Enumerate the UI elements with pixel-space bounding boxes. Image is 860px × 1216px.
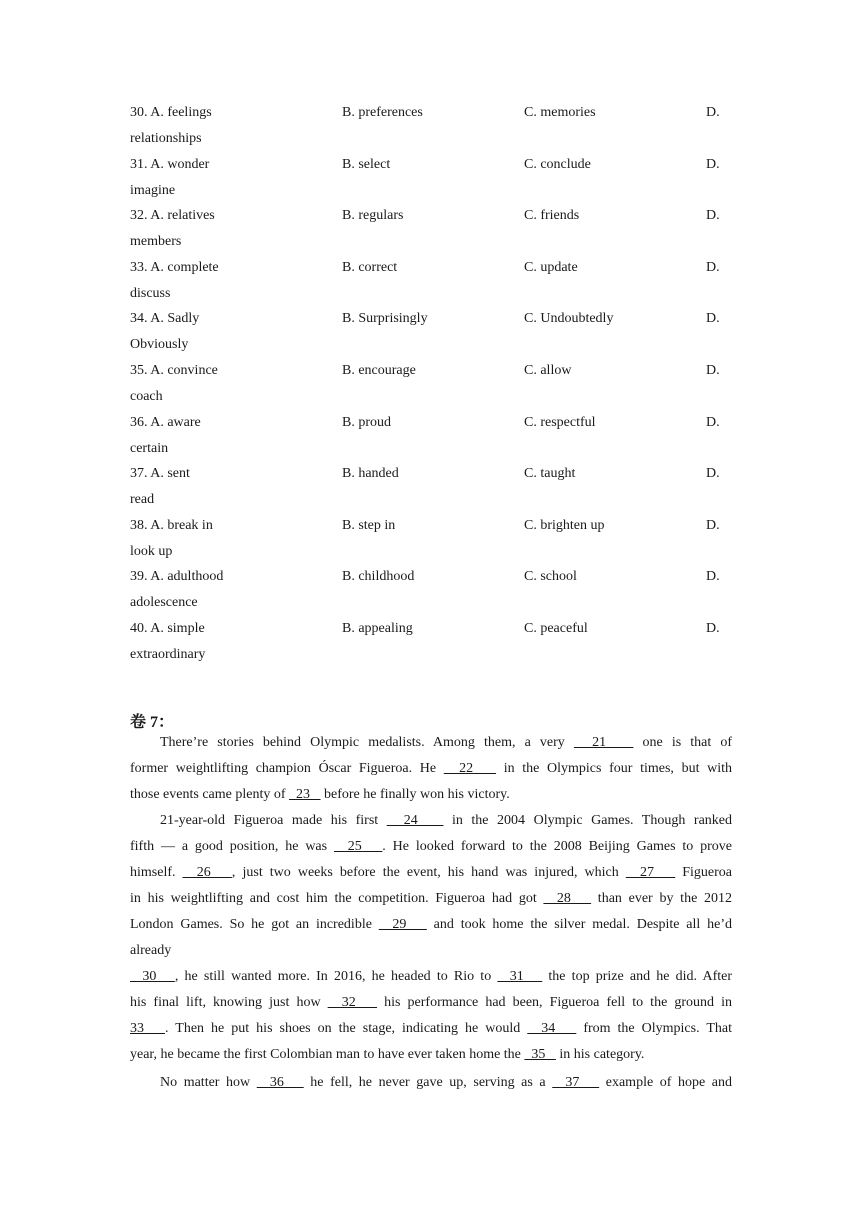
- option-c: C. update: [524, 260, 578, 275]
- option-a: 34. A. Sadly: [130, 311, 200, 326]
- option-d-text: certain: [130, 441, 169, 456]
- option-a: 30. A. feelings: [130, 105, 212, 120]
- passage-line: 30 , he still wanted more. In 2016, he headed to Rio to 31 the top prize and he did. After: [130, 969, 732, 984]
- option-c: C. respectful: [524, 415, 596, 430]
- passage-line: in his weightlifting and cost him the competition. Figueroa had got 28 than ever by the 2012: [130, 891, 733, 906]
- option-d: D.: [706, 363, 720, 378]
- option-c: C. conclude: [524, 157, 591, 172]
- option-d-text: extraordinary: [130, 647, 206, 662]
- passage-line: year, he became the first Colombian man to have ever taken home the 35 in his category.: [130, 1047, 645, 1062]
- passage-line: 33 . Then he put his shoes on the stage, indicating he would 34 from the Olympics. That: [130, 1021, 733, 1036]
- passage-line: already: [130, 943, 172, 958]
- option-d-text: read: [130, 492, 155, 507]
- option-d: D.: [706, 157, 720, 172]
- option-d: D.: [706, 569, 720, 584]
- option-c: C. school: [524, 569, 577, 584]
- option-d: D.: [706, 466, 720, 481]
- passage-line: fifth — a good position, he was 25 . He looked forward to the 2008 Beijing Games to prove: [130, 839, 733, 854]
- passage-line: There’re stories behind Olympic medalists. Among them, a very 21 one is that of: [160, 735, 733, 750]
- passage-line: No matter how 36 he fell, he never gave up, serving as a 37 example of hope and: [160, 1075, 733, 1090]
- option-c: C. memories: [524, 105, 596, 120]
- option-b: B. childhood: [342, 569, 415, 584]
- passage-paragraph-2: [130, 808, 732, 1068]
- option-d-text: relationships: [130, 131, 202, 146]
- passage-line: former weightlifting champion Óscar Figueroa. He 22 in the Olympics four times, but with: [130, 761, 733, 776]
- blank-36: 36: [256, 1075, 304, 1090]
- option-d: D.: [706, 105, 720, 120]
- option-c: C. friends: [524, 208, 580, 223]
- option-d-text: imagine: [130, 183, 176, 198]
- option-a: 31. A. wonder: [130, 157, 210, 172]
- option-a: 39. A. adulthood: [130, 569, 224, 584]
- option-b: B. Surprisingly: [342, 311, 428, 326]
- option-c: C. taught: [524, 466, 576, 481]
- option-d-text: Obviously: [130, 337, 189, 352]
- option-d: D.: [706, 311, 720, 326]
- option-d: D.: [706, 621, 720, 636]
- option-d-text: members: [130, 234, 182, 249]
- option-a: 40. A. simple: [130, 621, 205, 636]
- blank-27: 27: [625, 865, 676, 880]
- section-title: 卷 7：: [130, 714, 175, 731]
- option-a: 35. A. convince: [130, 363, 218, 378]
- passage-paragraph-3: [130, 1070, 732, 1096]
- option-b: B. regulars: [342, 208, 404, 223]
- option-d: D.: [706, 518, 720, 533]
- option-a: 37. A. sent: [130, 466, 190, 481]
- blank-21: 21: [573, 735, 634, 750]
- option-b: B. appealing: [342, 621, 413, 636]
- blank-34: 34: [527, 1021, 577, 1036]
- blank-22: 22: [443, 761, 497, 776]
- option-c: C. brighten up: [524, 518, 605, 533]
- option-d: D.: [706, 415, 720, 430]
- passage-line: his final lift, knowing just how 32 his performance had been, Figueroa fell to the ground in: [130, 995, 732, 1010]
- option-b: B. preferences: [342, 105, 423, 120]
- option-c: C. Undoubtedly: [524, 311, 614, 326]
- option-b: B. encourage: [342, 363, 416, 378]
- blank-29: 29: [378, 917, 427, 932]
- option-d: D.: [706, 260, 720, 275]
- blank-24: 24: [386, 813, 444, 828]
- passage-line: himself. 26 , just two weeks before the event, his hand was injured, which 27 Figueroa: [130, 865, 732, 880]
- blank-32: 32: [327, 995, 378, 1010]
- blank-28: 28: [543, 891, 592, 906]
- passage-paragraph-1: [130, 730, 732, 808]
- blank-35: 35: [524, 1047, 556, 1062]
- passage-line: those events came plenty of 23 before he finally won his victory.: [130, 787, 510, 802]
- option-b: B. proud: [342, 415, 391, 430]
- option-b: B. correct: [342, 260, 398, 275]
- option-b: B. handed: [342, 466, 399, 481]
- passage-line: 21-year-old Figueroa made his first 24 in the 2004 Olympic Games. Though ranked: [160, 813, 732, 828]
- option-d-text: coach: [130, 389, 163, 404]
- blank-31: 31: [497, 969, 543, 984]
- blank-30: 30: [130, 969, 175, 984]
- option-b: B. step in: [342, 518, 396, 533]
- passage-line: London Games. So he got an incredible 29 and took home the silver medal. Despite all he’d: [130, 917, 732, 932]
- blank-25: 25: [333, 839, 383, 854]
- option-a: 33. A. complete: [130, 260, 219, 275]
- option-c: C. allow: [524, 363, 572, 378]
- option-d-text: adolescence: [130, 595, 198, 610]
- option-c: C. peaceful: [524, 621, 588, 636]
- option-a: 38. A. break in: [130, 518, 213, 533]
- option-a: 32. A. relatives: [130, 208, 215, 223]
- option-d-text: look up: [130, 544, 173, 559]
- option-d-text: discuss: [130, 286, 171, 301]
- blank-37: 37: [552, 1075, 600, 1090]
- option-d: D.: [706, 208, 720, 223]
- blank-33: 33: [130, 1021, 166, 1036]
- option-b: B. select: [342, 157, 391, 172]
- blank-23: 23: [289, 787, 321, 802]
- blank-26: 26: [182, 865, 232, 880]
- option-a: 36. A. aware: [130, 415, 201, 430]
